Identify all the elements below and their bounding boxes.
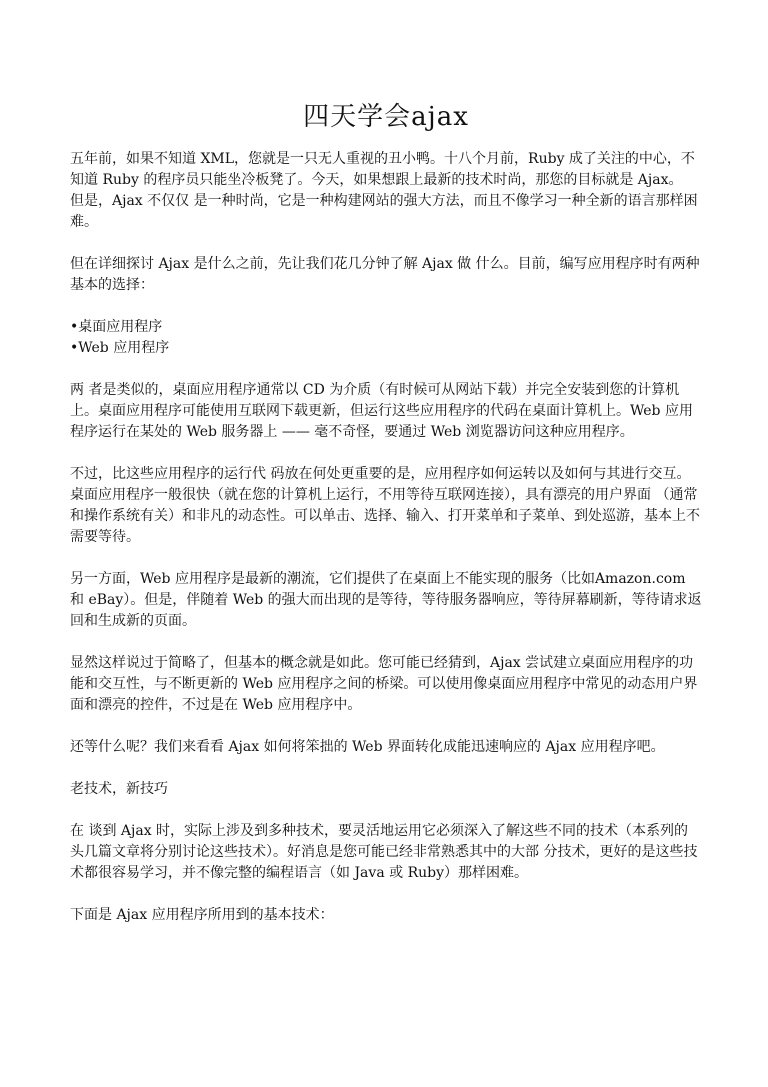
paragraph-8: 还等什么呢？我们来看看 Ajax 如何将笨拙的 Web 界面转化成能迅速响应的 Ajax 应用程序吧。	[70, 739, 665, 755]
application-types-list	[70, 317, 702, 359]
spacer	[70, 758, 702, 779]
document-page	[70, 95, 702, 926]
section-heading-old-tech: 老技术，新技巧	[70, 781, 168, 797]
spacer	[70, 233, 702, 254]
paragraph-6: 另一方面，Web 应用程序是最新的潮流，它们提供了在桌面上不能实现的服务（比如Amazon.com 和 eBay）。但是，伴随着 Web 的强大而出现的是等待，等待服务器响应，等待屏幕刷新，等待请求返回和生成新的页面。	[70, 571, 702, 629]
paragraph-2: 但是，Ajax 不仅仅 是一种时尚，它是一种构建网站的强大方法，而且不像学习一种全新的语言那样困难。	[70, 193, 698, 230]
paragraph-1: 五年前，如果不知道 XML，您就是一只无人重视的丑小鸭。十八个月前，Ruby 成了关注的中心，不知道 Ruby 的程序员只能坐冷板凳了。今天，如果想跟上最新的技术时尚，那您的目标就是 Ajax。	[70, 151, 695, 188]
list-item: •桌面应用程序	[70, 319, 163, 335]
paragraph-11: 下面是 Ajax 应用程序所用到的基本技术：	[70, 907, 334, 923]
paragraph-5: 不过，比这些应用程序的运行代 码放在何处更重要的是，应用程序如何运转以及如何与其进行交互。桌面应用程序一般很快（就在您的计算机上运行，不用等待互联网连接），具有漂亮的用户界面 （通常和操作系统有关）和非凡的动态性。可以单击、选择、输入、打开菜单和子菜单、到处巡游，基本上不需要等待。	[70, 466, 700, 545]
paragraph-3: 但在详细探讨 Ajax 是什么之前，先让我们花几分钟了解 Ajax 做 什么。目前，编写应用程序时有两种基本的选择：	[70, 256, 700, 293]
spacer	[70, 296, 702, 317]
spacer	[70, 443, 702, 464]
paragraph-7: 显然这样说过于简略了，但基本的概念就是如此。您可能已经猜到，Ajax 尝试建立桌面应用程序的功能和交互性，与不断更新的 Web 应用程序之间的桥梁。可以使用像桌面应用程序中常见的动态用户界面和漂亮的控件，不过是在 Web 应用程序中。	[70, 655, 698, 713]
spacer	[70, 884, 702, 905]
spacer	[70, 716, 702, 737]
spacer	[70, 548, 702, 569]
document-title: 四天学会ajax	[303, 102, 469, 132]
spacer	[70, 632, 702, 653]
spacer	[70, 359, 702, 380]
spacer	[70, 800, 702, 821]
paragraph-10: 在 谈到 Ajax 时，实际上涉及到多种技术，要灵活地运用它必须深入了解这些不同的技术（本系列的头几篇文章将分别讨论这些技术）。好消息是您可能已经非常熟悉其中的大部 分技术，更好的是这些技术都很容易学习，并不像完整的编程语言（如 Java 或 Ruby）那样困难。	[70, 823, 698, 881]
list-item: •Web 应用程序	[70, 340, 170, 356]
paragraph-4: 两 者是类似的，桌面应用程序通常以 CD 为介质（有时候可从网站下载）并完全安装到您的计算机上。桌面应用程序可能使用互联网下载更新，但运行这些应用程序的代码在桌面计算机上。Web 应用程序运行在某处的 Web 服务器上 —— 毫不奇怪，要通过 Web 浏览器访问这种应用程序。	[70, 382, 693, 440]
